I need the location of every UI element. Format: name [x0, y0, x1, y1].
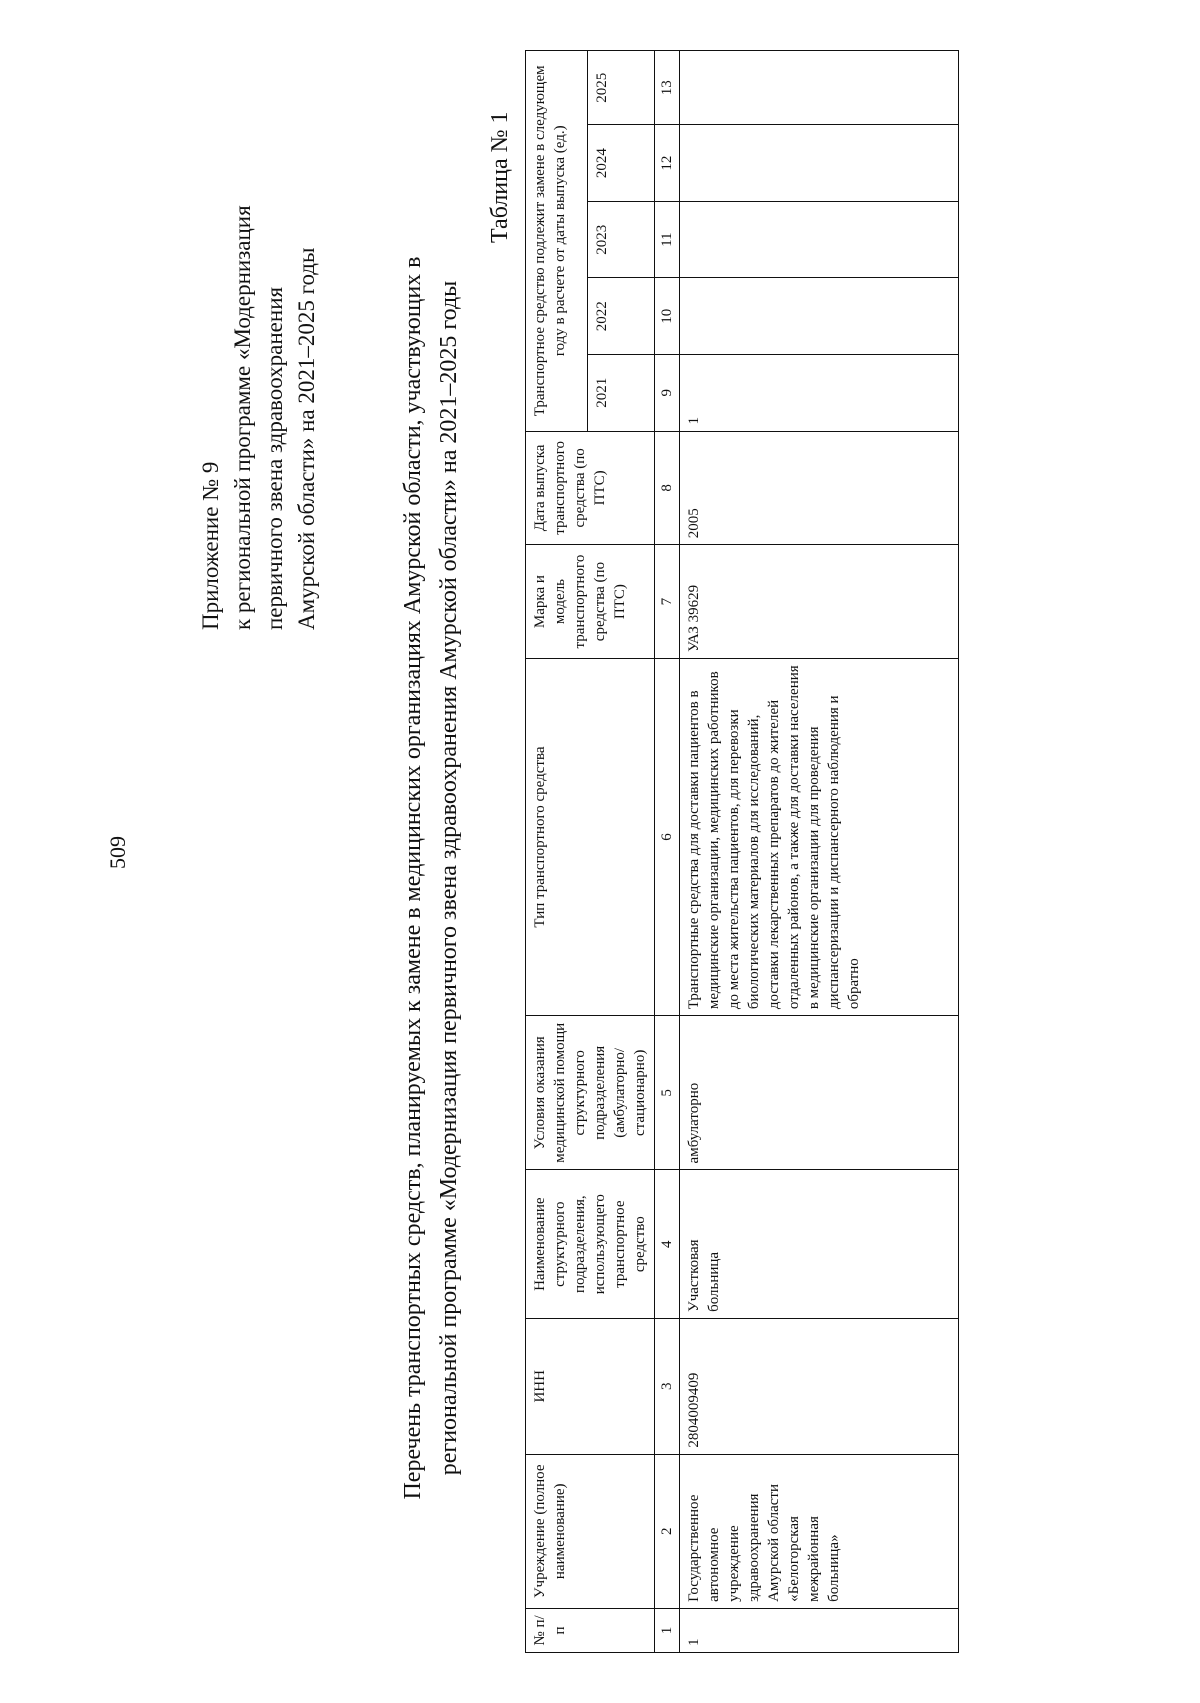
- header-release-date: Дата выпуска транспортного средства (по ПТС): [526, 431, 655, 545]
- header-row: [526, 51, 588, 1653]
- col-number: 13: [655, 51, 680, 125]
- header-replace-group: Транспортное средство подлежит замене в следующем году в расчете от даты выпуска (ед.): [526, 51, 588, 432]
- header-subdivision: Наименование структурного подразделения, использующего транспортное средство: [526, 1170, 655, 1318]
- header-num: № п/п: [526, 1608, 655, 1652]
- cell-release-date: 2005: [680, 431, 959, 545]
- appendix-line: Приложение № 9: [198, 461, 223, 630]
- header-year-2022: 2022: [588, 278, 655, 355]
- col-number: 12: [655, 125, 680, 202]
- appendix-header: [195, 30, 323, 630]
- header-model: Марка и модель транспортного средства (по ПТС): [526, 545, 655, 659]
- title-line-1: Перечень транспортных средств, планируемых к замене в медицинских организациях Амурской области, участвующих в: [400, 256, 426, 1500]
- title-line-2: региональной программе «Модернизация первичного звена здравоохранения Амурской области» на 2021–2025 годы: [436, 280, 462, 1476]
- col-number: 11: [655, 201, 680, 278]
- cell-institution: Государственное автономное учреждение здравоохранения Амурской области «Белогорская межрайонная больница»: [680, 1454, 959, 1608]
- cell-2023: [680, 201, 959, 278]
- header-year-2023: 2023: [588, 201, 655, 278]
- header-year-2024: 2024: [588, 125, 655, 202]
- col-number: 6: [655, 658, 680, 1015]
- col-number: 5: [655, 1016, 680, 1170]
- header-institution: Учреждение (полное наименование): [526, 1454, 655, 1608]
- col-number: 3: [655, 1318, 680, 1454]
- header-conditions: Условия оказания медицинской помощи структурного подразделения (амбулаторно/ стационарно): [526, 1016, 655, 1170]
- page-number: 509: [105, 836, 130, 869]
- appendix-line: первичного звена здравоохранения: [262, 286, 287, 630]
- column-numbers-row: [655, 51, 680, 1653]
- header-year-2025: 2025: [588, 51, 655, 125]
- col-number: 9: [655, 355, 680, 432]
- col-number: 4: [655, 1170, 680, 1318]
- header-year-2021: 2021: [588, 355, 655, 432]
- cell-model: УАЗ 39629: [680, 545, 959, 659]
- cell-vehicle-type: Транспортные средства для доставки пациентов в медицинские организации, медицинских работников до места жительства пациентов, для перевозки биологических материалов для исследований, доставки лекарственных препаратов до жителей отдаленных районов, а также для доставки населения в медицинские организации для проведения диспансеризации и диспансерного наблюдения и обратно: [680, 658, 959, 1015]
- table-label: Таблица № 1: [487, 111, 513, 243]
- col-number: 8: [655, 431, 680, 545]
- cell-inn: 2804009409: [680, 1318, 959, 1454]
- cell-subdivision: Участковая больница: [680, 1170, 959, 1318]
- header-inn: ИНН: [526, 1318, 655, 1454]
- cell-conditions: амбулаторно: [680, 1016, 959, 1170]
- cell-2022: [680, 278, 959, 355]
- appendix-line: к региональной программе «Модернизация: [230, 205, 255, 630]
- col-number: 1: [655, 1608, 680, 1652]
- col-number: 10: [655, 278, 680, 355]
- cell-2025: [680, 51, 959, 125]
- table-row: [680, 51, 959, 1653]
- document-title: [395, 53, 467, 1703]
- vehicle-table: [525, 50, 959, 1653]
- cell-2021: 1: [680, 355, 959, 432]
- col-number: 2: [655, 1454, 680, 1608]
- appendix-line: Амурской области» на 2021–2025 годы: [294, 247, 319, 630]
- cell-2024: [680, 125, 959, 202]
- col-number: 7: [655, 545, 680, 659]
- cell-num: 1: [680, 1608, 959, 1652]
- header-vehicle-type: Тип транспортного средства: [526, 658, 655, 1015]
